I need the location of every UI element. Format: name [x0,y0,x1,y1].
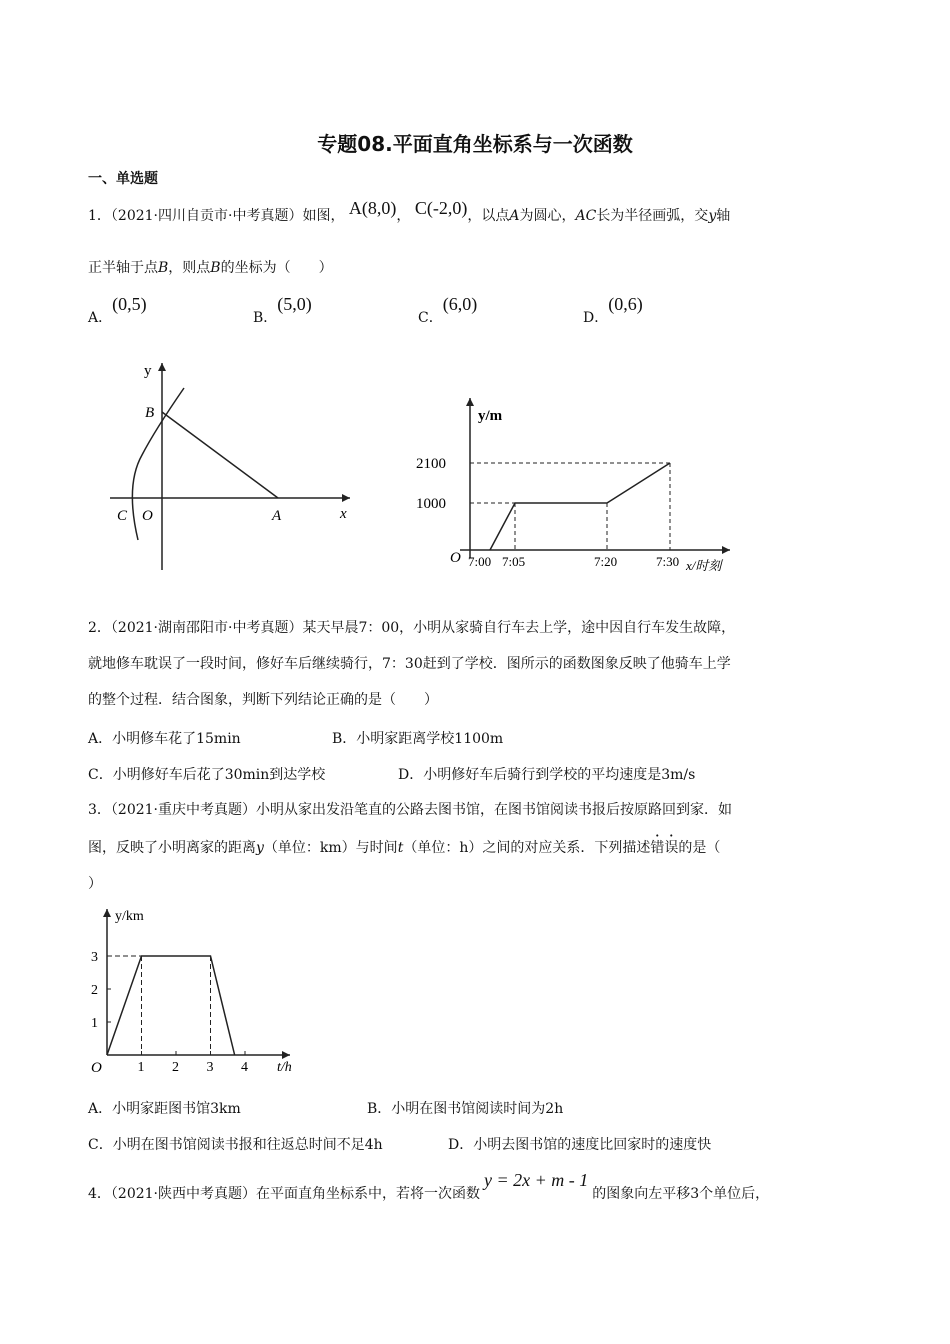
q1-line2: 正半轴于点B，则点B的坐标为（ ） [88,260,333,276]
fig3-x-label: t/h [277,1060,292,1075]
graph-line [490,463,670,550]
q2-option-d: D．小明修好车后骑行到学校的平均速度是3m/s [398,767,696,783]
q3-line1: 3．（2021·重庆中考真题）小明从家出发沿笔直的公路去图书馆，在图书馆阅读书报后按原路回到家．如 [88,802,732,818]
q1-option-a: A．(0,5) [88,294,147,326]
fig1-y-label: y [144,363,152,379]
q2-line3: 的整个过程．结合图象，判断下列结论正确的是（ ） [88,692,438,708]
q2-option-a: A．小明修车花了15min [88,731,241,747]
y-axis-arrow-icon [158,363,166,371]
y-axis-arrow-icon [103,909,111,917]
fig2-x-label: x/时刻 [686,558,722,573]
series-line [107,956,235,1055]
fig2-x-tick-705: 7:05 [502,554,526,569]
emphasis-char: 错 [650,840,665,856]
fig1-label-a: A [272,508,282,524]
x-tick-label: 4 [241,1060,248,1075]
q4-line1: 4．（2021·陕西中考真题）在平面直角坐标系中，若将一次函数y = 2x + m - 1的图象向左平移3个单位后， [88,1170,770,1202]
fig3-origin: O [91,1060,102,1076]
x-tick-label: 2 [172,1060,179,1075]
q3-line2: 图，反映了小明离家的距离y（单位：km）与时间t（单位：h）之间的对应关系．下列描述错误的是（ [88,840,721,856]
q1-option-b: B．(5,0) [253,294,312,326]
figure-distance-time-graph [85,903,315,1083]
fig1-label-c: C [117,508,128,524]
q1-point-a: A(8,0) [348,198,397,218]
fig1-label-o: O [142,508,153,524]
figure-arc-diagram [100,355,370,575]
q1-option-c: C．(6,0) [418,294,478,326]
fig2-x-tick-720: 7:20 [594,554,618,569]
fig2-x-tick-700: 7:00 [468,554,492,569]
y-tick-label: 3 [91,950,98,965]
y-axis-arrow-icon [466,398,474,406]
fig3-y-label: y/km [115,909,144,924]
q1-option-d: D．(0,6) [583,294,643,326]
q1-point-c: C(-2,0) [414,198,468,218]
y-tick-label: 2 [91,983,98,998]
segment-ba [162,412,278,498]
section-heading: 一、单选题 [88,171,158,187]
x-axis-arrow-icon [722,546,730,554]
y-tick-label: 1 [91,1016,98,1031]
q2-line2: 就地修车耽误了一段时间，修好车后继续骑行，7：30赶到了学校．图所示的函数图象反映了他骑车上学 [88,656,731,672]
q3-line3: ） [88,876,102,892]
q3-option-d: D．小明去图书馆的速度比回家时的速度快 [448,1137,712,1153]
fig2-origin: O [450,550,461,566]
fig1-label-b: B [145,405,155,421]
x-tick-label: 3 [206,1060,214,1075]
q4-formula: y = 2x + m - 1 [484,1170,589,1190]
x-axis-arrow-icon [282,1051,290,1059]
arc [132,388,184,540]
figure-cycling-graph [410,390,740,585]
page-title: 专题08.平面直角坐标系与一次函数 [317,132,633,156]
q3-option-c: C．小明在图书馆阅读书报和往返总时间不足4h [88,1137,383,1153]
q3-option-a: A．小明家距图书馆3km [88,1101,241,1117]
x-axis-arrow-icon [342,494,350,502]
fig2-y-tick-2100: 2100 [416,456,446,472]
emphasis-char: 误 [664,840,679,856]
q3-option-b: B．小明在图书馆阅读时间为2h [367,1101,564,1117]
q2-line1: 2．（2021·湖南邵阳市·中考真题）某天早晨7：00，小明从家骑自行车去上学，途中因自行车发生故障， [88,620,736,636]
x-tick-label: 1 [137,1060,145,1075]
q2-option-c: C．小明修好车后花了30min到达学校 [88,767,326,783]
q1-line1: 1．（2021·四川自贡市·中考真题）如图， A(8,0)， C(-2,0)，以点A为圆心，AC长为半径画弧，交y轴 [88,198,731,224]
fig2-y-tick-1000: 1000 [416,496,446,512]
q2-option-b: B．小明家距离学校1100m [332,731,504,747]
fig2-y-label: y/m [478,408,503,424]
fig1-x-label: x [340,506,347,522]
fig2-x-tick-730: 7:30 [656,554,680,569]
